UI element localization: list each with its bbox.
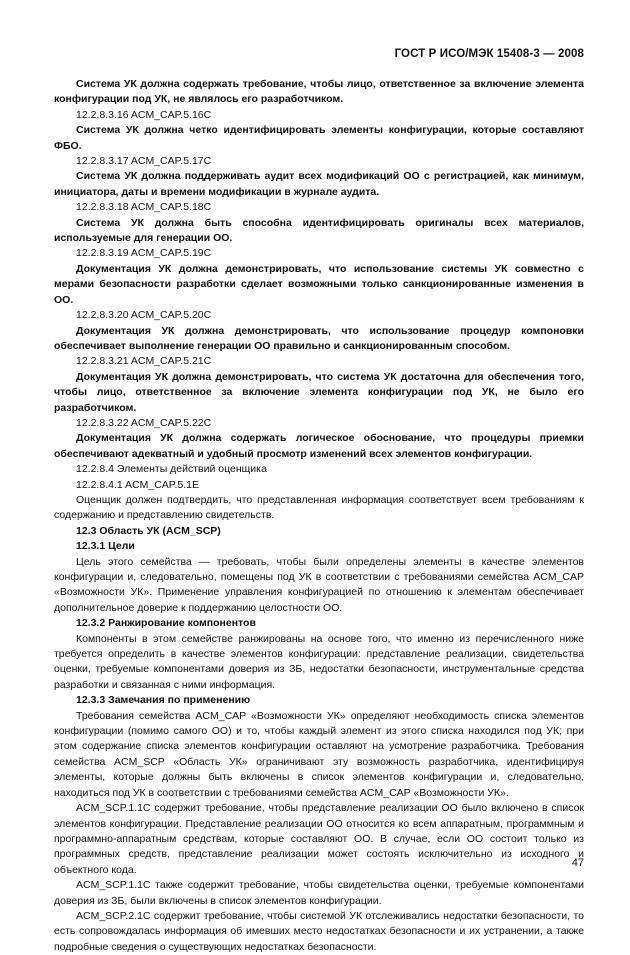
clause-label: 12.2.8.3.17 ACM_CAP.5.17C <box>76 155 212 168</box>
requirement-text: Документация УК должна демонстрировать, что система УК достаточна для обеспечения того, чтобы лицо, ответственное за включение элемента конфигурации под УК, не было его разработчиком. <box>54 370 584 414</box>
clause-label: 12.2.8.3.18 ACM_CAP.5.18C <box>76 201 212 214</box>
requirement-text: Система УК должна поддерживать аудит всех модификаций ОО с регистрацией, как минимум, инициатора, даты и времени модификации в журнале аудита. <box>54 170 584 198</box>
standard-header: ГОСТ Р ИСО/МЭК 15408-3 — 2008 <box>394 48 584 60</box>
clause-label: 12.2.8.3.19 ACM_CAP.5.19C <box>76 247 212 260</box>
requirement-text: Документация УК должна содержать логическое обоснование, что процедуры приемки обеспечивают адекватный и удобный просмотр изменений всех элементов конфигурации. <box>54 432 584 460</box>
page-number: 47 <box>571 857 584 869</box>
clause-label: 12.2.8.3.22 ACM_CAP.5.22C <box>76 416 212 429</box>
section-heading: 12.3.1 Цели <box>76 540 135 553</box>
requirement-text: Документация УК должна демонстрировать, что использование системы УК совместно с мерами безопасности разработки сделает возможными только санкционированные изменения в ОО. <box>54 262 584 306</box>
body-paragraph: Цель этого семейства — требовать, чтобы были определены элементы в качестве элементов конфигурации и, следовательно, помещены под УК в соответствии с требованиями семейства ACM_CAP «Возможности УК». Применение управления конфигурацией по отношению к элементам обеспечивает дополнительное доверие к поддержанию целостности ОО. <box>54 555 584 614</box>
requirement-text: Документация УК должна демонстрировать, что использование процедур компоновки обеспечивает выполнение генерации ОО правильно и санкционированным способом. <box>54 324 584 352</box>
section-heading: 12.3 Область УК (ACM_SCP) <box>76 524 221 537</box>
requirement-text: Система УК должна содержать требование, чтобы лицо, ответственное за включение элемента конфигурации под УК, не являлось его разработчиком. <box>54 78 584 106</box>
body-paragraph: Оценщик должен подтвердить, что представленная информация соответствует всем требованиям к содержанию и представлению свидетельств. <box>54 493 584 522</box>
clause-label: 12.2.8.3.16 ACM_CAP.5.16C <box>76 108 212 121</box>
section-heading: 12.3.2 Ранжирование компонентов <box>76 617 256 630</box>
body-paragraph: Компоненты в этом семействе ранжированы на основе того, что именно из перечисленного ниже требуется определить в качестве элементов конфигурации: представление реализации, свидетельства оценки, требуемые компонентами доверия из ЗБ, недостатки безопасности, инструментальные средства разработки и связанная с ними информация. <box>54 632 584 691</box>
body-paragraph: ACM_SCP.1.1C также содержит требование, чтобы свидетельства оценки, требуемые компонентами доверия из ЗБ, были включены в список элементов конфигурации. <box>54 879 584 907</box>
body-paragraph: ACM_SCP.1.1C содержит требование, чтобы представление реализации ОО было включено в список элементов конфигурации. Представление реализации ОО относится ко всем аппаратным, программным и программно-аппаратным средствам, которые составляют ОО. В случае, если ОО состоит только из программных средств, представление реализации может состоять исключительно из исходного и объектного кода. <box>54 802 584 876</box>
body-paragraph: Требования семейства ACM_CAP «Возможности УК» определяют необходимость списка элементов конфигурации (помимо самого ОО) и то, чтобы каждый элемент из этого списка находился под УК; при этом содержание списка элементов конфигурации оставляют на усмотрение разработчика. Требования семейства ACM_SCP «Область УК» ограничивают эту возможность разработчика, идентифицируя элементы, которые должны быть включены в список элементов конфигурации и, следовательно, находиться под УК в соответствии с требованиями семейства ACM_CAP «Возможности УК». <box>54 709 584 799</box>
clause-label: 12.2.8.4 Элементы действий оценщика <box>76 463 267 476</box>
requirement-text: Система УК должна четко идентифицировать элементы конфигурации, которые составляют ФБО. <box>54 124 584 152</box>
body-paragraph: ACM_SCP.2.1C содержит требование, чтобы системой УК отслеживались недостатки безопасности, то есть сопровождалась информация об имевших место недостатках безопасности и их устранении, а также подробные сведения о существующих недостатках безопасности. <box>54 909 584 953</box>
clause-label: 12.2.8.3.20 ACM_CAP.5.20C <box>76 309 212 322</box>
clause-label: 12.2.8.4.1 ACM_CAP.5.1E <box>76 478 199 491</box>
document-body <box>54 77 584 955</box>
requirement-text: Система УК должна быть способна идентифицировать оригиналы всех материалов, используемые для генерации ОО. <box>54 216 584 245</box>
clause-label: 12.2.8.3.21 ACM_CAP.5.21C <box>76 355 212 368</box>
section-heading: 12.3.3 Замечания по применению <box>76 694 251 707</box>
